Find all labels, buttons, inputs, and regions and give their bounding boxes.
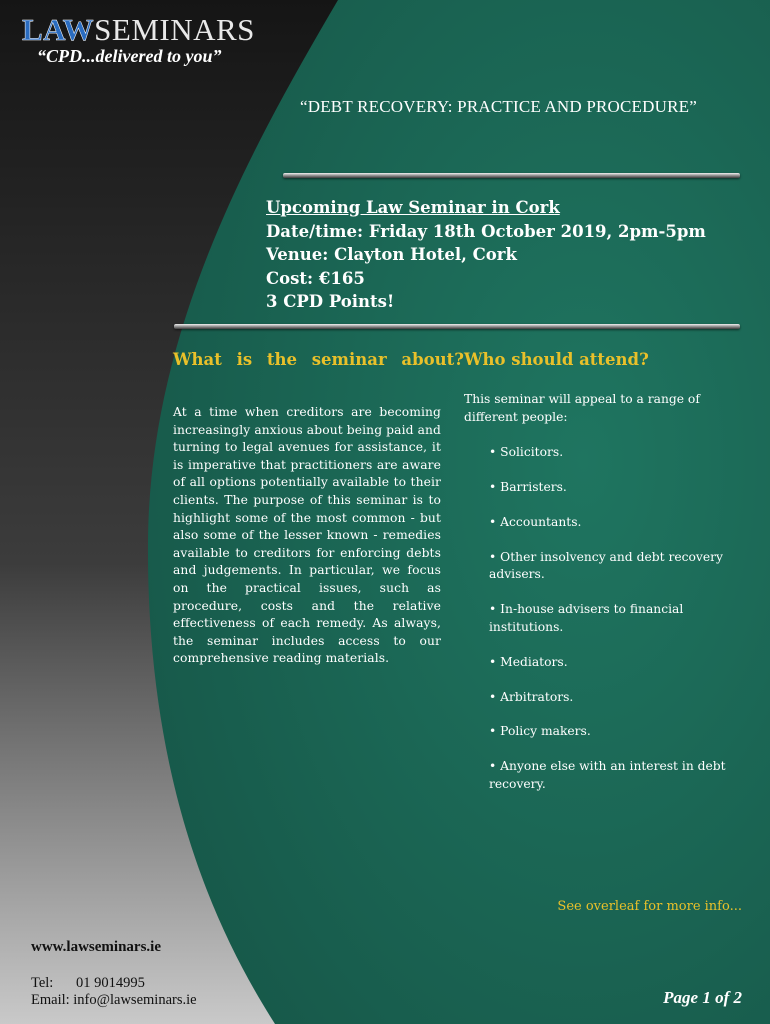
audience-list — [489, 444, 744, 811]
about-body: At a time when creditors are becoming increasingly anxious about being paid and turning to legal avenues for assistance, it is imperative that practitioners are aware of all options potentially available to their clients. The purpose of this seminar is to highlight some of the most common - but also some of the lesser known - remedies available to creditors for enforcing debts and judgements. In particular, we focus on the practical issues, such as procedure, costs and the relative effectiveness of each remedy. As always, the seminar includes access to our comprehensive reading materials. — [173, 405, 442, 666]
tel-label: Tel: — [31, 975, 54, 991]
list-item: • Mediators. — [489, 654, 568, 669]
list-item: • Accountants. — [489, 514, 582, 529]
about-heading: What is the seminar about? — [173, 350, 464, 369]
phone-number: 01 9014995 — [76, 975, 145, 991]
phone-row — [31, 975, 197, 992]
list-item: • Anyone else with an interest in debt recovery. — [489, 759, 726, 791]
law-seminars-logo — [22, 14, 255, 45]
list-item: • Other insolvency and debt recovery advisers. — [489, 549, 723, 582]
document-title: “DEBT RECOVERY: PRACTICE AND PROCEDURE” — [300, 97, 697, 116]
logo-law-text: LAW — [22, 12, 95, 47]
who-heading: Who should attend? — [464, 350, 649, 369]
event-venue: Venue: Clayton Hotel, Cork — [266, 245, 517, 264]
divider-top — [283, 173, 740, 178]
email-address[interactable]: Email: info@lawseminars.ie — [31, 992, 197, 1008]
logo-seminars-text: SEMINARS — [94, 12, 255, 47]
list-item: • In-house advisers to financial institutions. — [489, 602, 684, 634]
list-item: • Policy makers. — [489, 724, 591, 739]
divider-bottom — [174, 324, 740, 329]
tagline: “CPD...delivered to you” — [37, 46, 222, 66]
event-cpd-points: 3 CPD Points! — [266, 292, 395, 311]
event-datetime: Date/time: Friday 18th October 2019, 2pm-5pm — [266, 221, 706, 241]
event-cost: Cost: €165 — [266, 268, 365, 288]
who-intro: This seminar will appeal to a range of different people: — [464, 392, 700, 424]
contact-details — [31, 975, 197, 1009]
page-number: Page 1 of 2 — [663, 988, 742, 1007]
list-item: • Barristers. — [489, 479, 567, 494]
event-heading: Upcoming Law Seminar in Cork — [266, 198, 560, 217]
list-item: • Arbitrators. — [489, 689, 574, 704]
event-details — [266, 196, 706, 314]
overleaf-note: See overleaf for more info... — [557, 899, 742, 914]
list-item: • Solicitors. — [489, 445, 564, 459]
website-link[interactable]: www.lawseminars.ie — [31, 939, 161, 955]
